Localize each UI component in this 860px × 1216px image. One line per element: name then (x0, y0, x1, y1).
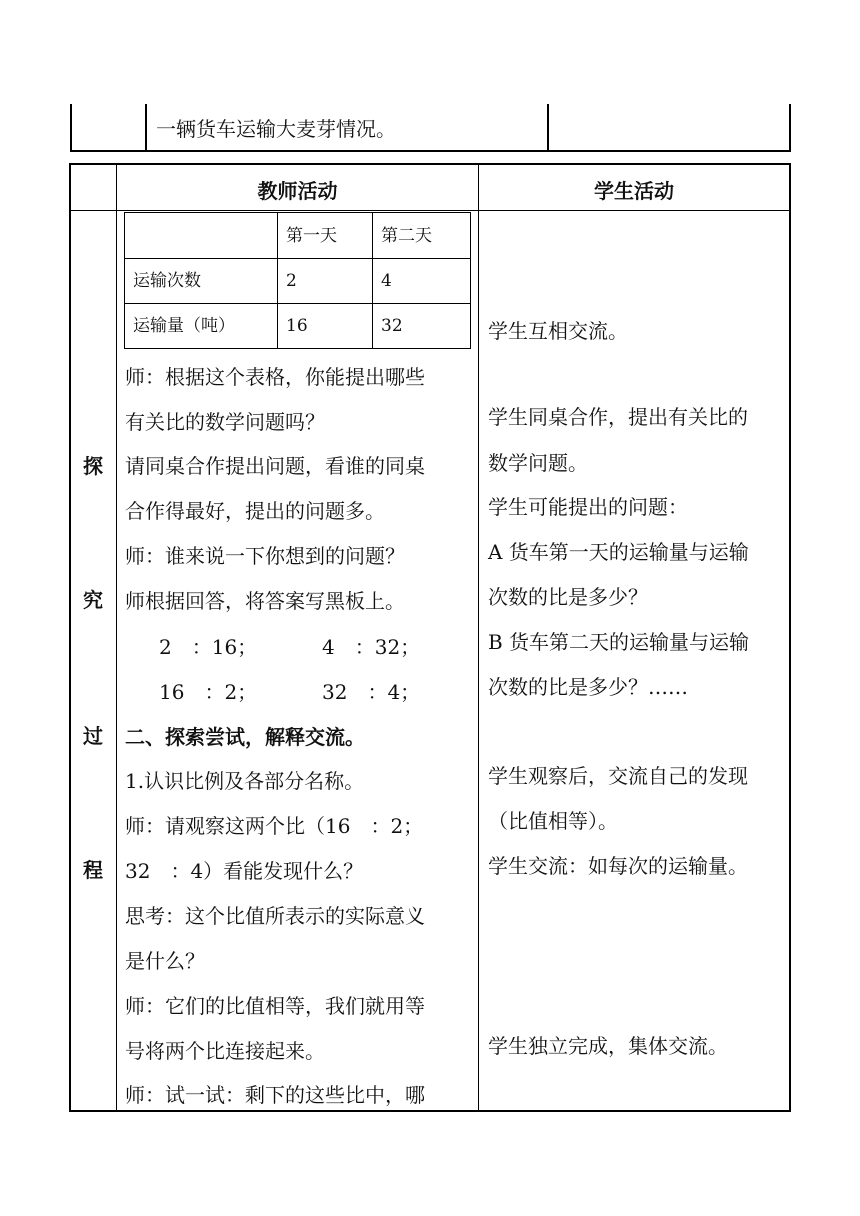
student-line: （比值相等）。 (488, 809, 618, 833)
student-line: 次数的比是多少？ (488, 585, 648, 609)
teacher-line: 合作得最好，提出的问题多。 (125, 499, 385, 523)
teacher-line: 师：它们的比值相等，我们就用等 (125, 994, 425, 1018)
table-cell: 2 (286, 271, 297, 291)
teacher-line: 师：谁来说一下你想到的问题？ (125, 544, 405, 568)
student-line: 次数的比是多少？…… (488, 675, 688, 699)
teacher-line: 师：请观察这两个比（16 ：2； (125, 814, 424, 838)
table-header-cell: 第二天 (381, 226, 432, 246)
student-activity-header: 学生活动 (594, 179, 674, 203)
table-header-cell: 第一天 (286, 226, 337, 246)
table-cell: 运输量（吨） (133, 316, 235, 336)
section-title: 二、探索尝试，解释交流。 (125, 725, 365, 749)
table-cell: 16 (286, 316, 308, 336)
table-cell: 运输次数 (133, 271, 201, 291)
teacher-line: 号将两个比连接起来。 (125, 1039, 325, 1063)
ratio-text: 2 ：16； (159, 635, 258, 659)
student-line: B 货车第二天的运输量与运输 (488, 630, 750, 654)
teacher-line: 是什么？ (125, 949, 205, 973)
student-line: 学生观察后，交流自己的发现 (488, 764, 748, 788)
teacher-line: 有关比的数学问题吗？ (125, 410, 325, 434)
teacher-line: 32 ：4）看能发现什么？ (125, 859, 364, 883)
teacher-line: 思考：这个比值所表示的实际意义 (125, 904, 425, 928)
teacher-line: 请同桌合作提出问题，看谁的同桌 (125, 454, 425, 478)
teacher-line: 师：根据这个表格，你能提出哪些 (125, 365, 425, 389)
student-line: 学生同桌合作，提出有关比的 (488, 405, 748, 429)
ratio-text: 16 ：2； (159, 680, 258, 704)
table-cell: 32 (381, 316, 403, 336)
teacher-line: 1.认识比例及各部分名称。 (125, 769, 365, 793)
teacher-line: 师：试一试：剩下的这些比中，哪 (125, 1083, 425, 1107)
ratio-text: 32 ：4； (322, 680, 421, 704)
side-label-char: 程 (83, 858, 103, 882)
student-line: 学生互相交流。 (488, 319, 628, 343)
top-fragment-text: 一辆货车运输大麦芽情况。 (156, 117, 396, 141)
side-label-char: 过 (83, 724, 103, 748)
teacher-activity-header: 教师活动 (257, 179, 338, 203)
student-line: 学生交流：如每次的运输量。 (488, 854, 748, 878)
table-cell: 4 (381, 271, 392, 291)
student-line: 学生独立完成，集体交流。 (488, 1034, 728, 1058)
side-label-char: 究 (83, 588, 103, 612)
teacher-line: 师根据回答，将答案写黑板上。 (125, 589, 405, 613)
ratio-text: 4 ：32； (322, 635, 421, 659)
side-label-char: 探 (83, 454, 103, 478)
student-line: A 货车第一天的运输量与运输 (488, 540, 749, 564)
student-line: 数学问题。 (488, 451, 588, 475)
student-line: 学生可能提出的问题： (488, 495, 688, 519)
